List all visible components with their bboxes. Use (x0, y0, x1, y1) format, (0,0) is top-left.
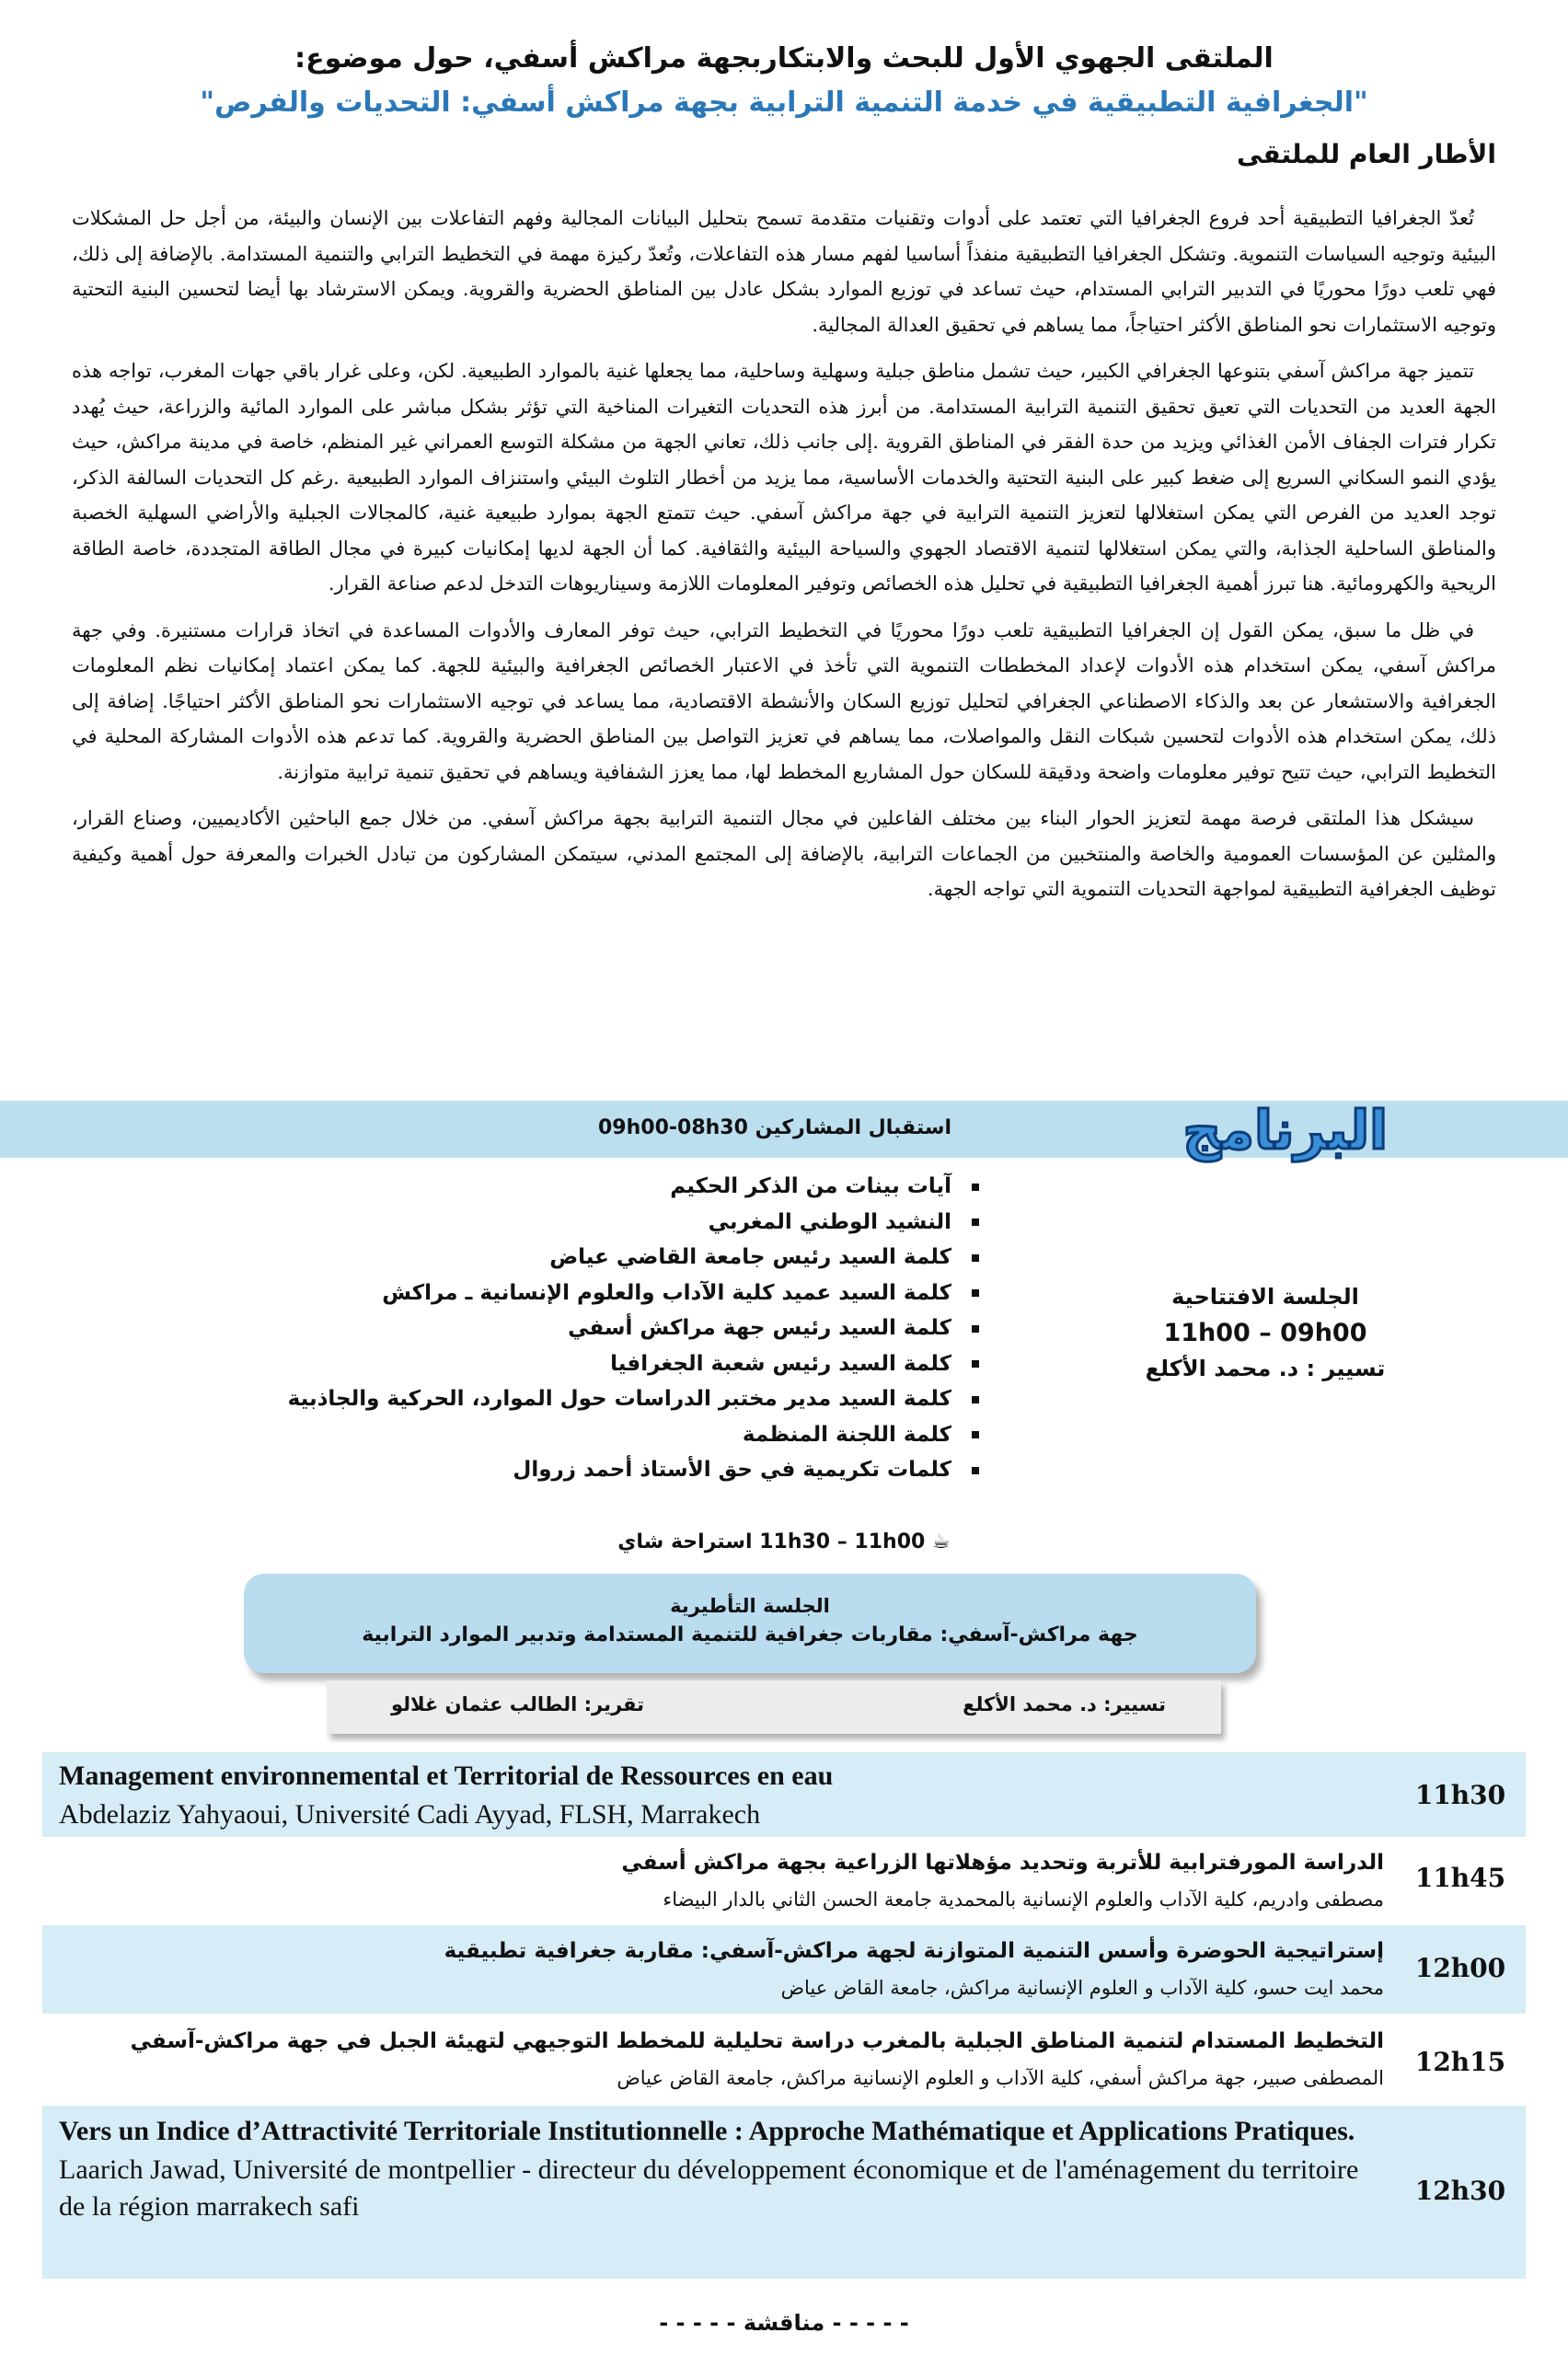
framework-paragraph-4: سيشكل هذا الملتقى فرصة مهمة لتعزيز الحوار البناء بين مختلف الفاعلين في مجال التنمية الترابية بجهة مراكش آسفي. من خلال جمع الباحثين الأكاديميين، وصناع القرار، والمثلين عن المؤسسات العمومية والخاصة والمنتخبين من الجماعات الترابية، بالإضافة إلى المجتمع المدني، سيتمكن المشاركون من تبادل الخبرات والمعرفة حول أهمية وكيفية توظيف الجغرافية التطبيقية لمواجهة التحديات التنموية التي تواجه الجهة. (72, 807, 1496, 900)
program-title: البرنامج (1182, 1099, 1388, 1161)
list-item: كلمة السيد رئيس جهة مراكش أسفي (288, 1311, 979, 1346)
bullet-icon (972, 1396, 979, 1403)
opening-session-moderator: تسيير : د. محمد الأكلع (1145, 1356, 1386, 1381)
opening-session-title: الجلسة الافتتاحية (1171, 1284, 1359, 1310)
framework-paragraph-2: تتميز جهة مراكش آسفي بتنوعها الجغرافي الكبير، حيث تشمل مناطق جبلية وسهلية وساحلية، مما يجعلها غنية بالموارد الطبيعية. لكن، وعلى غرار باقي جهات المغرب، تواجه هذه الجهة العديد من التحديات التي تعيق تحقيق التنمية الترابية المستدامة. من أبرز هذه التحديات التغيرات المناخية التي تؤثر بشكل مباشر على الموارد المائية والزراعة، حيث يُهدد تكرار فترات الجفاف الأمن الغذائي ويزيد من حدة الفقر في المناطق القروية .إلى جانب ذلك، تعاني الجهة من مشكلة التوسع العمراني غير المنظم، خاصة في مدينة مراكش، حيث يؤدي النمو السكاني السريع إلى ضغط كبير على البنية التحتية والخدمات الأساسية، مما يزيد من أخطار التلوث البيئي واستنزاف الموارد الطبيعية .رغم كل التحديات السالفة الذكر، توجد العديد من الفرص التي يمكن استغلالها لتعزيز التنمية الترابية في جهة مراكش آسفي. حيث تتمتع الجهة بموارد طبيعية غنية، كالمجالات الجبلية والأراضي السهلية الخصبة والمناطق الساحلية الجذابة، والتي يمكن استغلالها لتنمية الاقتصاد الجهوي والسياحة البيئية والثقافية. كما أن الجهة لديها إمكانيات كبيرة في مجال الطاقة المتجددة، خاصة الطاقة الريحية والكهرومائية. هنا تبرز أهمية الجغرافيا التطبيقية في تحليل هذه الخصائص وتوفير المعلومات اللازمة وسيناريوهات التدخل لدعم صناعة القرار. (72, 360, 1496, 595)
theme-session-title: الجلسة التأطيرية (670, 1595, 830, 1617)
talk-title: الدراسة المورفترابية للأتربة وتحديد مؤهلاتها الزراعية بجهة مراكش أسفي (621, 1851, 1384, 1875)
talk-title: إستراتيجية الحوضرة وأسس التنمية المتوازنة لجهة مراكش-آسفي: مقاربة جغرافية تطبيقية (444, 1939, 1384, 1963)
bullet-icon (972, 1184, 979, 1191)
table-row (42, 1925, 1526, 2014)
list-item: كلمة السيد مدير مختبر الدراسات حول الموارد، الحركية والجاذبية (288, 1381, 979, 1417)
bullet-icon (972, 1254, 979, 1262)
schedule-table (42, 1752, 1526, 2279)
theme-session-box (244, 1574, 1256, 1673)
table-row (42, 1752, 1526, 1837)
session-rapporteur: تقرير: الطالب عثمان غلالو (391, 1693, 645, 1715)
session-chair: تسيير: د. محمد الأكلع (963, 1693, 1166, 1715)
table-row (42, 1837, 1526, 1925)
talk-authors: Abdelaziz Yahyaoui, Université Cadi Ayyad, FLSH, Marrakech (59, 1799, 761, 1830)
header-line-2: "الجغرافية التطبيقية في خدمة التنمية الترابية بجهة مراكش أسفي: التحديات والفرص" (200, 87, 1368, 119)
framework-paragraph-1: تُعدّ الجغرافيا التطبيقية أحد فروع الجغرافيا التي تعتمد على أدوات وتقنيات متقدمة تسمح بتحليل البيانات المجالية وفهم التفاعلات بين الإنسان والبيئة، من أجل حل المشكلات البيئية وتوجيه السياسات التنموية. وتشكل الجغرافيا التطبيقية منفذاً أساسيا لفهم مسار هذه التفاعلات، وتُعدّ ركيزة مهمة في التخطيط الترابي والتنمية المستدامة. بالإضافة إلى ذلك، فهي تلعب دورًا محوريًا في التدبير الترابي المستدام، حيث تساعد في توزيع الموارد بشكل عادل بين المناطق الحضرية والقروية. ويمكن الاسترشاد بها أيضا لتحسين البنية التحتية وتوجيه الاستثمارات نحو المناطق الأكثر احتياجاً، مما يساهم في تحقيق العدالة المجالية. (72, 207, 1496, 336)
opening-session-info (1113, 1279, 1417, 1387)
opening-session-time: 11h00 – 09h00 (1163, 1319, 1367, 1347)
talk-authors: المصطفى صبير، جهة مراكش أسفي، كلية الآداب و العلوم الإنسانية مراكش، جامعة القاض عياض (617, 2067, 1384, 2089)
talk-time: 12h00 (1414, 1953, 1506, 1983)
reception-time: استقبال المشاركين 09h00-08h30 (598, 1116, 951, 1139)
list-item: النشيد الوطني المغربي (288, 1205, 979, 1241)
theme-session-subtitle: جهة مراكش-آسفي: مقاربات جغرافية للتنمية المستدامة وتدبير الموارد الترابية (362, 1623, 1138, 1646)
bullet-icon (972, 1218, 979, 1226)
talk-title: Management environnemental et Territorial de Ressources en eau (59, 1761, 834, 1791)
list-item: كلمة اللجنة المنظمة (288, 1417, 979, 1453)
bullet-icon (972, 1325, 979, 1333)
list-item: آيات بينات من الذكر الحكيم (288, 1169, 979, 1205)
talk-time: 11h45 (1414, 1863, 1506, 1893)
tea-break (0, 1526, 1568, 1559)
talk-time: 12h15 (1414, 2047, 1506, 2077)
coffee-cup-icon: ☕ (932, 1530, 951, 1553)
header-line-1: الملتقى الجهوي الأول للبحث والابتكاربجهة مراكش أسفي، حول موضوع: (294, 42, 1274, 75)
bullet-icon (972, 1467, 979, 1474)
table-row (42, 2106, 1526, 2279)
opening-items-list (288, 1169, 979, 1488)
talk-authors: مصطفى وادريم، كلية الآداب والعلوم الإنسانية بالمحمدية جامعة الحسن الثاني بالدار البيضاء (663, 1888, 1384, 1911)
list-item: كلمات تكريمية في حق الأستاذ أحمد زروال (288, 1452, 979, 1488)
framework-title: الأطار العام للملتقى (1237, 139, 1496, 169)
bullet-icon (972, 1289, 979, 1297)
talk-title: Vers un Indice d’Attractivité Territoriale Institutionnelle : Approche Mathématique et Applications Pratiques. (59, 2116, 1355, 2146)
list-item: كلمة السيد رئيس شعبة الجغرافيا (288, 1346, 979, 1382)
framework-paragraph-3: في ظل ما سبق، يمكن القول إن الجغرافيا التطبيقية تلعب دورًا محوريًا في التخطيط الترابي، حيث توفر المعارف والأدوات المساعدة في اتخاذ قرارات مستنيرة. وفي جهة مراكش آسفي، يمكن استخدام هذه الأدوات لإعداد المخططات التنموية التي تأخذ في الاعتبار الخصائص الجغرافية والبيئية للجهة. كما يمكن اعتماد إمكانيات نظم المعلومات الجغرافية والاستشعار عن بعد والذكاء الاصطناعي الجغرافي لتحليل توزيع السكان والأنشطة الاقتصادية، مما يساعد في توجيه الاستثمارات نحو المناطق الأكثر احتياجًا. إضافة إلى ذلك، يمكن استخدام هذه الأدوات لتحسين شبكات النقل والمواصلات، مما يساهم في تعزيز التواصل بين المناطق الحضرية والقروية. كما تدعم هذه الأدوات المشاركة المحلية في التخطيط الترابي، حيث تتيح توفير معلومات واضحة ودقيقة للسكان حول المشاريع المخطط لها، مما يعزز الشفافية ويساهم في تحقيق تنمية ترابية متوازنة. (72, 618, 1496, 783)
list-item: كلمة السيد رئيس جامعة القاضي عياض (288, 1240, 979, 1276)
session-chair-bar (327, 1680, 1221, 1734)
bullet-icon (972, 1360, 979, 1368)
talk-title: التخطيط المستدام لتنمية المناطق الجبلية بالمغرب دراسة تحليلية للمخطط التوجيهي لتهيئة الجبل في جهة مراكش-آسفي (130, 2029, 1384, 2053)
tea-break-label: 11h30 – 11h00 استراحة شاي (617, 1530, 926, 1553)
document-header (0, 37, 1568, 125)
list-item: كلمة السيد عميد كلية الآداب والعلوم الإنسانية ـ مراكش (288, 1276, 979, 1311)
talk-authors: محمد ايت حسو، كلية الآداب و العلوم الإنسانية مراكش، جامعة القاض عياض (780, 1977, 1384, 1999)
table-row (42, 2014, 1526, 2106)
talk-time: 11h30 (1414, 1780, 1506, 1810)
talk-authors: Laarich Jawad, Université de montpellier - directeur du développement économique et de l'aménagement du territoire de la région marrakech safi (59, 2154, 1359, 2222)
bullet-icon (972, 1431, 979, 1438)
discussion-label: - - - - - مناقشة - - - - - (659, 2310, 909, 2336)
talk-time: 12h30 (1414, 2176, 1506, 2206)
framework-text (72, 201, 1496, 918)
